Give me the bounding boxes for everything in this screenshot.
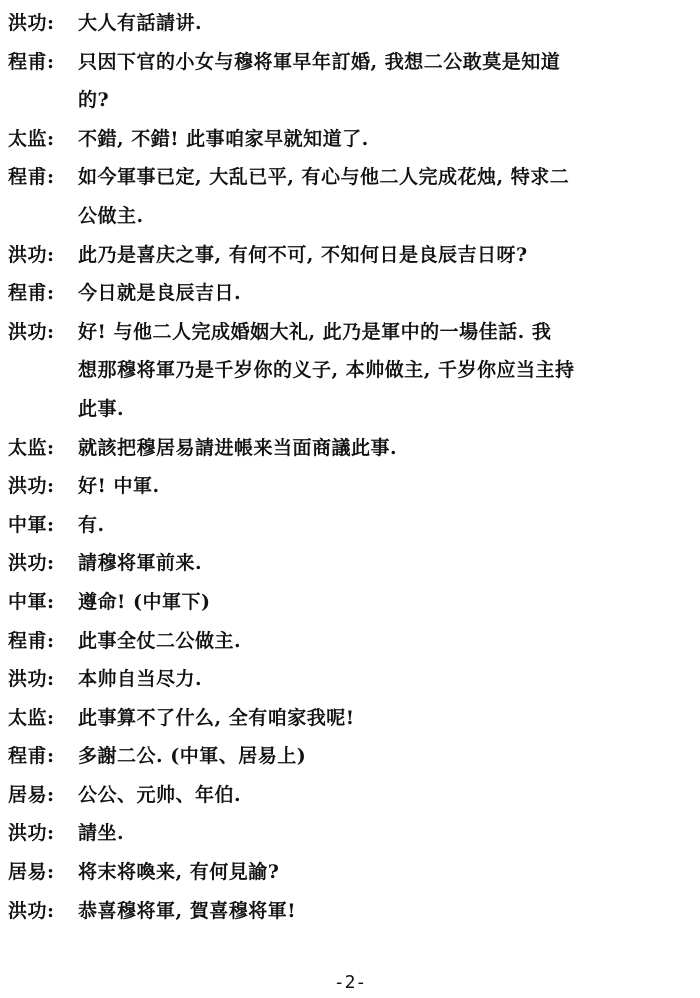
dialogue-text: 公做主.	[78, 204, 144, 227]
speaker-name: 太监:	[8, 127, 55, 150]
dialogue-text: 好! 中軍.	[78, 475, 160, 498]
speaker-name: 太监:	[8, 706, 55, 729]
dialogue-continuation	[8, 81, 692, 120]
dialogue-line	[8, 506, 692, 545]
dialogue-line	[8, 4, 692, 43]
dialogue-line	[8, 814, 692, 853]
dialogue-line	[8, 776, 692, 815]
speaker-name: 程甫:	[8, 629, 55, 652]
speaker-name: 洪功:	[8, 243, 55, 266]
dialogue-text: 今日就是良辰吉日.	[78, 282, 242, 305]
dialogue-line	[8, 236, 692, 275]
dialogue-line	[8, 892, 692, 931]
dialogue-text: 本帅自当尽力.	[78, 668, 203, 691]
dialogue-text: 此事.	[78, 397, 125, 420]
dialogue-line	[8, 853, 692, 892]
dialogue-text: 好! 与他二人完成婚姻大礼, 此乃是軍中的一場佳話. 我	[78, 320, 552, 343]
speaker-name: 洪功:	[8, 822, 55, 845]
dialogue-text: 請坐.	[78, 822, 125, 845]
dialogue-line	[8, 313, 692, 352]
dialogue-continuation	[8, 351, 692, 390]
dialogue-text: 恭喜穆将軍, 賀喜穆将軍!	[78, 899, 297, 922]
dialogue-text: 遵命! (中軍下)	[78, 590, 211, 613]
speaker-name: 程甫:	[8, 282, 55, 305]
speaker-name: 洪功:	[8, 899, 55, 922]
dialogue-text: 有.	[78, 513, 105, 536]
dialogue-text: 此事算不了什么, 全有咱家我呢!	[78, 706, 355, 729]
speaker-name: 居易:	[8, 861, 55, 884]
speaker-name: 洪功:	[8, 668, 55, 691]
speaker-name: 洪功:	[8, 475, 55, 498]
dialogue-line	[8, 43, 692, 82]
dialogue-text: 不錯, 不錯! 此事咱家早就知道了.	[78, 127, 369, 150]
dialogue-list	[8, 4, 692, 930]
speaker-name: 中軍:	[8, 590, 55, 613]
dialogue-line	[8, 737, 692, 776]
dialogue-line	[8, 699, 692, 738]
dialogue-text: 就該把穆居易請进帳来当面商議此事.	[78, 436, 398, 459]
dialogue-text: 将末将喚来, 有何見諭?	[78, 861, 280, 884]
dialogue-text: 請穆将軍前来.	[78, 552, 203, 575]
dialogue-line	[8, 583, 692, 622]
speaker-name: 太监:	[8, 436, 55, 459]
dialogue-line	[8, 158, 692, 197]
dialogue-text: 此事全仗二公做主.	[78, 629, 242, 652]
dialogue-text: 大人有話請讲.	[78, 12, 203, 34]
speaker-name: 程甫:	[8, 50, 55, 73]
dialogue-text: 公公、元帅、年伯.	[78, 783, 242, 806]
dialogue-line	[8, 622, 692, 661]
dialogue-text: 的?	[78, 89, 110, 112]
dialogue-continuation	[8, 390, 692, 429]
dialogue-text: 想那穆将軍乃是千岁你的义子, 本帅做主, 千岁你应当主持	[78, 359, 575, 382]
dialogue-continuation	[8, 197, 692, 236]
dialogue-line	[8, 660, 692, 699]
dialogue-text: 此乃是喜庆之事, 有何不可, 不知何日是良辰吉日呀?	[78, 243, 528, 266]
speaker-name: 程甫:	[8, 166, 55, 189]
dialogue-line	[8, 467, 692, 506]
dialogue-text: 多謝二公. (中軍、居易上)	[78, 745, 307, 768]
page-number: -2-	[333, 972, 367, 993]
dialogue-text: 只因下官的小女与穆将軍早年訂婚, 我想二公敢莫是知道	[78, 50, 561, 73]
dialogue-text: 如今軍事已定, 大乱已平, 有心与他二人完成花烛, 特求二	[78, 166, 570, 189]
speaker-name: 中軍:	[8, 513, 55, 536]
dialogue-line	[8, 544, 692, 583]
speaker-name: 居易:	[8, 783, 55, 806]
dialogue-line	[8, 274, 692, 313]
speaker-name: 洪功:	[8, 552, 55, 575]
speaker-name: 洪功:	[8, 320, 55, 343]
dialogue-line	[8, 120, 692, 159]
speaker-name: 程甫:	[8, 745, 55, 768]
dialogue-line	[8, 429, 692, 468]
speaker-name: 洪功:	[8, 12, 55, 34]
